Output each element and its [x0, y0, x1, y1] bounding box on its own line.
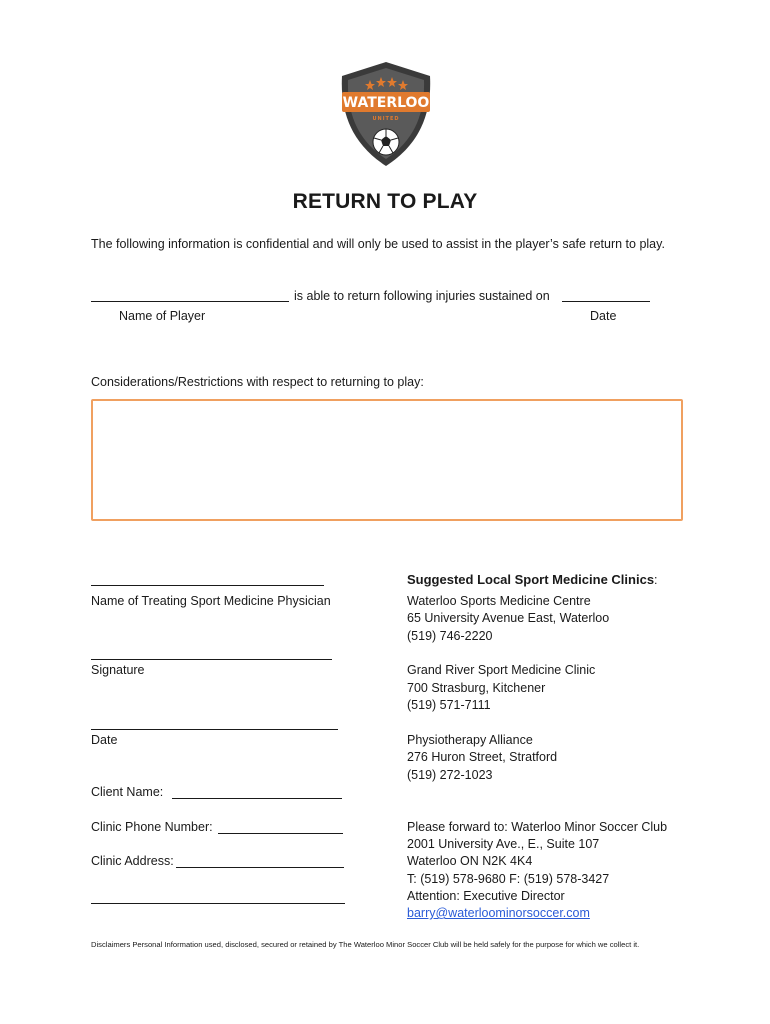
injury-date-field[interactable] — [562, 288, 650, 302]
clinic-address-field[interactable] — [176, 854, 344, 868]
clinics-heading-text: Suggested Local Sport Medicine Clinics — [407, 572, 655, 587]
clinic-phone-label: Clinic Phone Number: — [91, 820, 213, 834]
waterloo-united-logo — [330, 58, 442, 170]
soccer-ball-icon — [373, 129, 399, 155]
clinic-1-phone: (519) 746-2220 — [407, 629, 493, 643]
signature-field[interactable] — [91, 646, 332, 660]
forward-line-4: T: (519) 578-9680 F: (519) 578-3427 — [407, 872, 610, 886]
forward-line-2: 2001 University Ave., E., Suite 107 — [407, 837, 600, 851]
forward-line-5: Attention: Executive Director — [407, 889, 565, 903]
intro-text: The following information is confidential and will only be used to assist in the player’s safe return to play. — [91, 237, 665, 251]
page-title: RETURN TO PLAY — [292, 190, 478, 213]
logo-sub-text: UNITED — [372, 116, 400, 122]
clinic-3-phone: (519) 272-1023 — [407, 768, 493, 782]
extra-field[interactable] — [91, 890, 345, 904]
restrictions-input-box[interactable] — [91, 399, 683, 521]
clinic-3-name: Physiotherapy Alliance — [407, 733, 533, 747]
clinic-2-name: Grand River Sport Medicine Clinic — [407, 663, 596, 677]
clinic-phone-field[interactable] — [218, 820, 343, 834]
physician-label: Name of Treating Sport Medicine Physician — [91, 594, 331, 608]
clinics-heading-colon: : — [654, 573, 658, 587]
clinic-1-address: 65 University Avenue East, Waterloo — [407, 611, 610, 625]
disclaimer-text: Disclaimers Personal Information used, disclosed, secured or retained by The Waterloo Minor Soccer Club will be held safely for the purpose for which we collect it. — [91, 940, 640, 949]
signature-label: Signature — [91, 663, 145, 677]
clinics-heading — [407, 571, 658, 590]
clinic-2-address: 700 Strasburg, Kitchener — [407, 681, 546, 695]
clinic-1-name: Waterloo Sports Medicine Centre — [407, 594, 591, 608]
considerations-label: Considerations/Restrictions with respect to returning to play: — [91, 375, 424, 389]
clinic-address-label: Clinic Address: — [91, 854, 174, 868]
forward-line-1: Please forward to: Waterloo Minor Soccer Club — [407, 820, 668, 834]
clinic-2-phone: (519) 571-7111 — [407, 698, 491, 712]
date-label: Date — [91, 733, 118, 747]
date-caption: Date — [590, 309, 617, 323]
physician-name-field[interactable] — [91, 572, 324, 586]
client-name-label: Client Name: — [91, 785, 164, 799]
logo-main-text: WATERLOO — [342, 95, 430, 111]
clinic-3-address: 276 Huron Street, Stratford — [407, 750, 558, 764]
return-statement: is able to return following injuries sustained on — [294, 289, 550, 303]
player-name-caption: Name of Player — [119, 309, 206, 323]
date-field[interactable] — [91, 716, 338, 730]
client-name-field[interactable] — [172, 785, 342, 799]
forward-line-3: Waterloo ON N2K 4K4 — [407, 854, 533, 868]
player-name-field[interactable] — [91, 288, 289, 302]
email-link[interactable]: barry@waterloominorsoccer.com — [407, 906, 590, 920]
